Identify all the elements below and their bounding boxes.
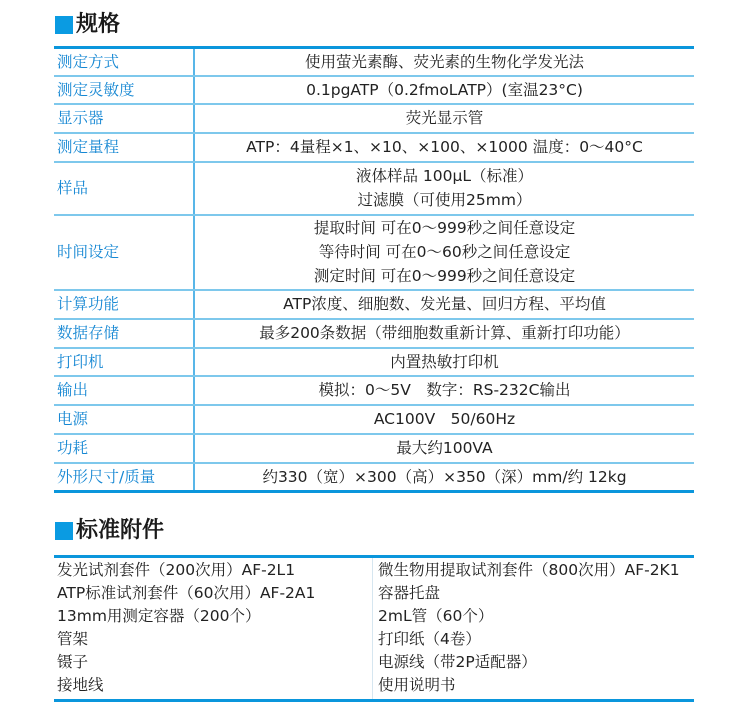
row-value — [194, 162, 694, 215]
list-item: 使用说明书 — [378, 676, 456, 694]
row-value — [194, 215, 694, 290]
accessories-left-column — [54, 558, 373, 699]
value-line: 过滤膜（可使用25mm） — [357, 191, 532, 209]
row-label: 显示器 — [54, 104, 194, 133]
row-value — [194, 104, 694, 133]
table-row — [54, 463, 694, 492]
list-item: 容器托盘 — [378, 584, 441, 602]
table-row — [54, 290, 694, 319]
accessories-title-text: 标准附件 — [76, 518, 165, 543]
value-line: 约330（宽）×300（高）×350（深）mm/约 12kg — [262, 467, 627, 486]
row-label: 测定灵敏度 — [54, 76, 194, 104]
row-label: 时间设定 — [54, 215, 194, 290]
row-label: 数据存储 — [54, 319, 194, 348]
table-row — [54, 405, 694, 434]
list-item: 2mL管（60个） — [378, 607, 494, 625]
accessories-section-title — [55, 520, 164, 542]
spec-table — [54, 46, 694, 493]
list-item: 镊子 — [57, 653, 89, 671]
row-label: 输出 — [54, 376, 194, 405]
value-line: 测定时间 可在0～999秒之间任意设定 — [313, 267, 576, 285]
row-value — [194, 405, 694, 434]
table-row — [54, 319, 694, 348]
list-item: 接地线 — [57, 676, 104, 694]
value-line: 模拟：0～5V 数字：RS-232C输出 — [318, 381, 571, 399]
table-row — [54, 162, 694, 215]
value-line: 荧光显示管 — [405, 109, 484, 127]
value-line: 液体样品 100μL（标准） — [355, 167, 533, 185]
table-row — [54, 215, 694, 290]
value-line: 内置热敏打印机 — [390, 352, 499, 371]
row-value — [194, 76, 694, 104]
list-item: 电源线（带2P适配器） — [378, 653, 537, 671]
list-item: 微生物用提取试剂套件（800次用）AF-2K1 — [378, 561, 680, 579]
row-label: 测定方式 — [54, 48, 194, 76]
row-label: 测定量程 — [54, 133, 194, 162]
list-item: 发光试剂套件（200次用）AF-2L1 — [57, 561, 296, 579]
value-line: 使用萤光素酶、荧光素的生物化学发光法 — [304, 52, 584, 71]
accessories-right-column — [373, 558, 694, 699]
table-row — [54, 348, 694, 376]
value-line: AC100V 50/60Hz — [373, 410, 516, 428]
row-label: 电源 — [54, 405, 194, 434]
row-label: 外形尺寸/质量 — [54, 463, 194, 492]
value-line: 最多200条数据（带细胞数重新计算、重新打印功能） — [259, 324, 630, 342]
row-value — [194, 348, 694, 376]
list-item: 13mm用测定容器（200个） — [57, 607, 261, 625]
spec-section-title — [55, 14, 120, 36]
table-row — [54, 48, 694, 76]
list-item: 打印纸（4卷） — [378, 630, 481, 648]
value-line: 等待时间 可在0～60秒之间任意设定 — [318, 243, 571, 261]
table-row — [54, 76, 694, 104]
spec-title-text: 规格 — [76, 12, 121, 37]
square-bullet-icon — [55, 522, 73, 540]
list-item: 管架 — [57, 630, 89, 648]
table-row — [54, 104, 694, 133]
row-label: 打印机 — [54, 348, 194, 376]
row-value — [194, 319, 694, 348]
table-row — [54, 133, 694, 162]
value-line: 提取时间 可在0～999秒之间任意设定 — [313, 219, 576, 237]
value-line: 最大约100VA — [396, 439, 493, 457]
value-line: 0.1pgATP（0.2fmoLATP）(室温23°C) — [306, 80, 583, 99]
row-value — [194, 290, 694, 319]
row-value — [194, 133, 694, 162]
value-line: ATP浓度、细胞数、发光量、回归方程、平均值 — [283, 295, 606, 313]
value-line: ATP：4量程×1、×10、×100、×1000 温度：0～40°C — [246, 138, 643, 156]
square-bullet-icon — [55, 16, 73, 34]
row-label: 计算功能 — [54, 290, 194, 319]
row-label: 样品 — [54, 162, 194, 215]
row-value — [194, 463, 694, 492]
row-value — [194, 434, 694, 463]
row-value — [194, 376, 694, 405]
list-item: ATP标准试剂套件（60次用）AF-2A1 — [57, 584, 316, 602]
accessories-list — [54, 555, 694, 702]
row-label: 功耗 — [54, 434, 194, 463]
table-row — [54, 434, 694, 463]
row-value — [194, 48, 694, 76]
table-row — [54, 376, 694, 405]
